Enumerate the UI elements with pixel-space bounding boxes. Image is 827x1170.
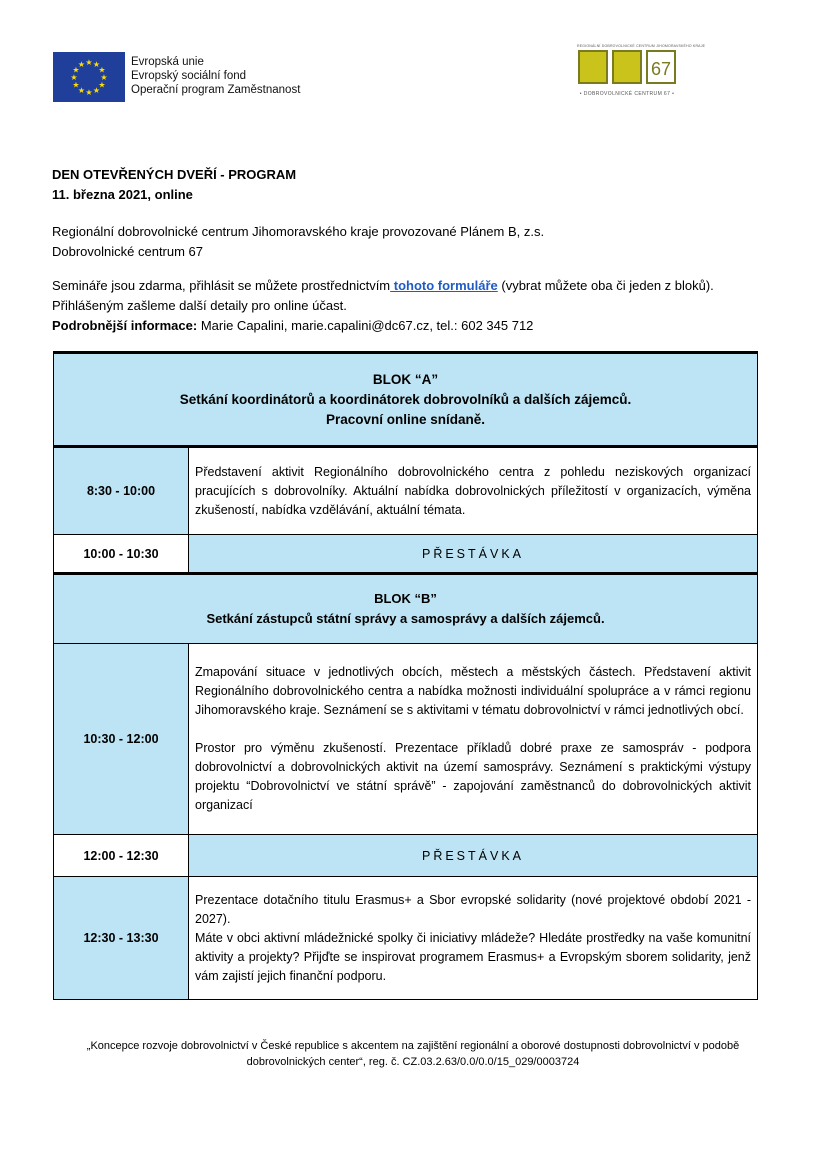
table-row: [54, 447, 758, 535]
eu-star-icon: ★: [85, 88, 93, 97]
eu-flag-icon: [53, 52, 125, 102]
organizer-line-2: Dobrovolnické centrum 67: [52, 244, 204, 259]
contact-value: Marie Capalini, marie.capalini@dc67.cz, tel.: 602 345 712: [197, 318, 534, 333]
contact-label: Podrobnější informace:: [52, 318, 198, 333]
eu-star-icon: ★: [100, 73, 108, 82]
table-row-break: [54, 835, 758, 877]
dc67-logo-bottom-text: • DOBROVOLNICKÉ CENTRUM 67 •: [579, 91, 675, 97]
table-row: [54, 877, 758, 1000]
block-a-header-row: [54, 353, 758, 447]
eu-star-icon: ★: [98, 65, 106, 75]
break-label: PŘESTÁVKA: [189, 835, 758, 877]
eu-star-icon: ★: [72, 65, 80, 75]
break-time: 12:00 - 12:30: [54, 835, 189, 877]
contact-line: [52, 316, 792, 336]
registration-note: (vybrat můžete oba či jeden z bloků).: [497, 278, 714, 293]
block-b-title: BLOK “B”: [374, 591, 437, 606]
block-a-header: [54, 353, 758, 447]
session-text: Prostor pro výměnu zkušeností. Prezentace příkladů dobré praxe ze samospráv - podpora dobrovolnictví a dobrovolnických aktivit na území samosprávy. Seznámení s praktickými výstupy projektu “Dobrovolnictví ve státní správě” - zapojování zaměstnanců do dobrovolnických aktivit organizací: [195, 741, 751, 812]
session-description: [189, 447, 758, 535]
eu-star-icon: ★: [72, 80, 80, 90]
organizer: [52, 222, 544, 262]
break-time: 10:00 - 10:30: [54, 535, 189, 574]
block-a-title: BLOK “A”: [372, 371, 439, 387]
session-description: [189, 644, 758, 835]
dc67-logo-top-text: REGIONÁLNÍ DOBROVOLNICKÉ CENTRUM JIHOMORAVSKÉHO KRAJE: [577, 44, 706, 48]
session-text: Zmapování situace v jednotlivých obcích, městech a městských částech. Představení aktivit Regionálního dobrovolnického centra a nabídka možnosti individuální spolupráce a v rámci regionu Jihomoravského kraje. Seznámení se s aktivitami v tématu dobrovolnictví v rámci jednotlivých obcí.: [195, 665, 751, 717]
time-slot: 8:30 - 10:00: [54, 447, 189, 535]
block-b-header-row: [54, 574, 758, 644]
registration-form-link[interactable]: tohoto formuláře: [390, 278, 498, 293]
session-text: Máte v obci aktivní mládežnické spolky či iniciativy mládeže? Hledáte prostředky na vaše komunitní aktivity a projekty? Přijďte se inspirovat programem Erasmus+ a Evropským sborem solidarity, jenž vám zajistí jejich finanční podporu.: [195, 930, 751, 983]
registration-text: Semináře jsou zdarma, přihlásit se můžete prostřednictvím: [52, 278, 391, 293]
eu-logo: [53, 52, 300, 102]
table-row-break: [54, 535, 758, 574]
online-details-line: Přihlášeným zašleme další detaily pro online účast.: [52, 298, 347, 313]
eu-star-icon: ★: [77, 85, 86, 95]
block-a-format: Pracovní online snídaně.: [325, 411, 486, 427]
dc67-logo: [577, 44, 706, 100]
eu-star-icon: ★: [70, 73, 78, 82]
eu-star-icon: ★: [98, 80, 106, 90]
session-description: [189, 877, 758, 1000]
eu-star-icon: ★: [85, 58, 93, 67]
eu-line-1: Evropská unie: [131, 56, 204, 68]
eu-stars-icon: [54, 53, 124, 101]
session-text: Prezentace dotačního titulu Erasmus+ a Sbor evropské solidarity (nové projektové období 2021 - 2027).: [195, 892, 751, 926]
block-b-header: [54, 574, 758, 644]
dc67-logo-number: 67: [650, 59, 672, 79]
table-row: [54, 644, 758, 835]
dc67-logo-icon: [577, 48, 677, 86]
title-line-1: DEN OTEVŘENÝCH DVEŘÍ - PROGRAM: [52, 167, 297, 182]
eu-star-icon: ★: [92, 85, 101, 95]
eu-star-icon: ★: [92, 60, 101, 70]
document-title: [52, 165, 296, 205]
break-label: PŘESTÁVKA: [189, 535, 758, 574]
registration-line: [52, 276, 792, 296]
time-slot: 10:30 - 12:00: [54, 644, 189, 835]
registration-info: [52, 276, 792, 336]
eu-star-icon: ★: [77, 60, 86, 70]
eu-line-2: Evropský sociální fond: [131, 70, 247, 82]
time-slot: 12:30 - 13:30: [54, 877, 189, 1000]
eu-text: [131, 52, 300, 97]
block-b-subtitle: Setkání zástupců státní správy a samosprávy a dalších zájemců.: [206, 611, 605, 626]
session-text: Představení aktivit Regionálního dobrovolnického centra z pohledu neziskových organizací pracujících s dobrovolníky. Aktuální nabídka dobrovolnických příležitostí v organizacích, výměna zkušeností, nabídka vzdělávání, aktuální témata.: [195, 464, 751, 517]
block-a-subtitle: Setkání koordinátorů a koordinátorek dobrovolníků a dalších zájemců.: [179, 391, 632, 407]
program-table: [53, 351, 758, 1000]
eu-line-3: Operační program Zaměstnanost: [131, 84, 301, 96]
title-date: 11. března 2021, online: [52, 187, 193, 202]
project-footer: „Koncepce rozvoje dobrovolnictví v České republice s akcentem na zajištění regionální a oborové dostupnosti dobrovolnictví v podobě dobrovolnických center“, reg. č. CZ.03.2.63/0.0/0.0/15_029/0003724: [86, 1040, 740, 1068]
organizer-line-1: Regionální dobrovolnické centrum Jihomoravského kraje provozované Plánem B, z.s.: [52, 224, 545, 239]
